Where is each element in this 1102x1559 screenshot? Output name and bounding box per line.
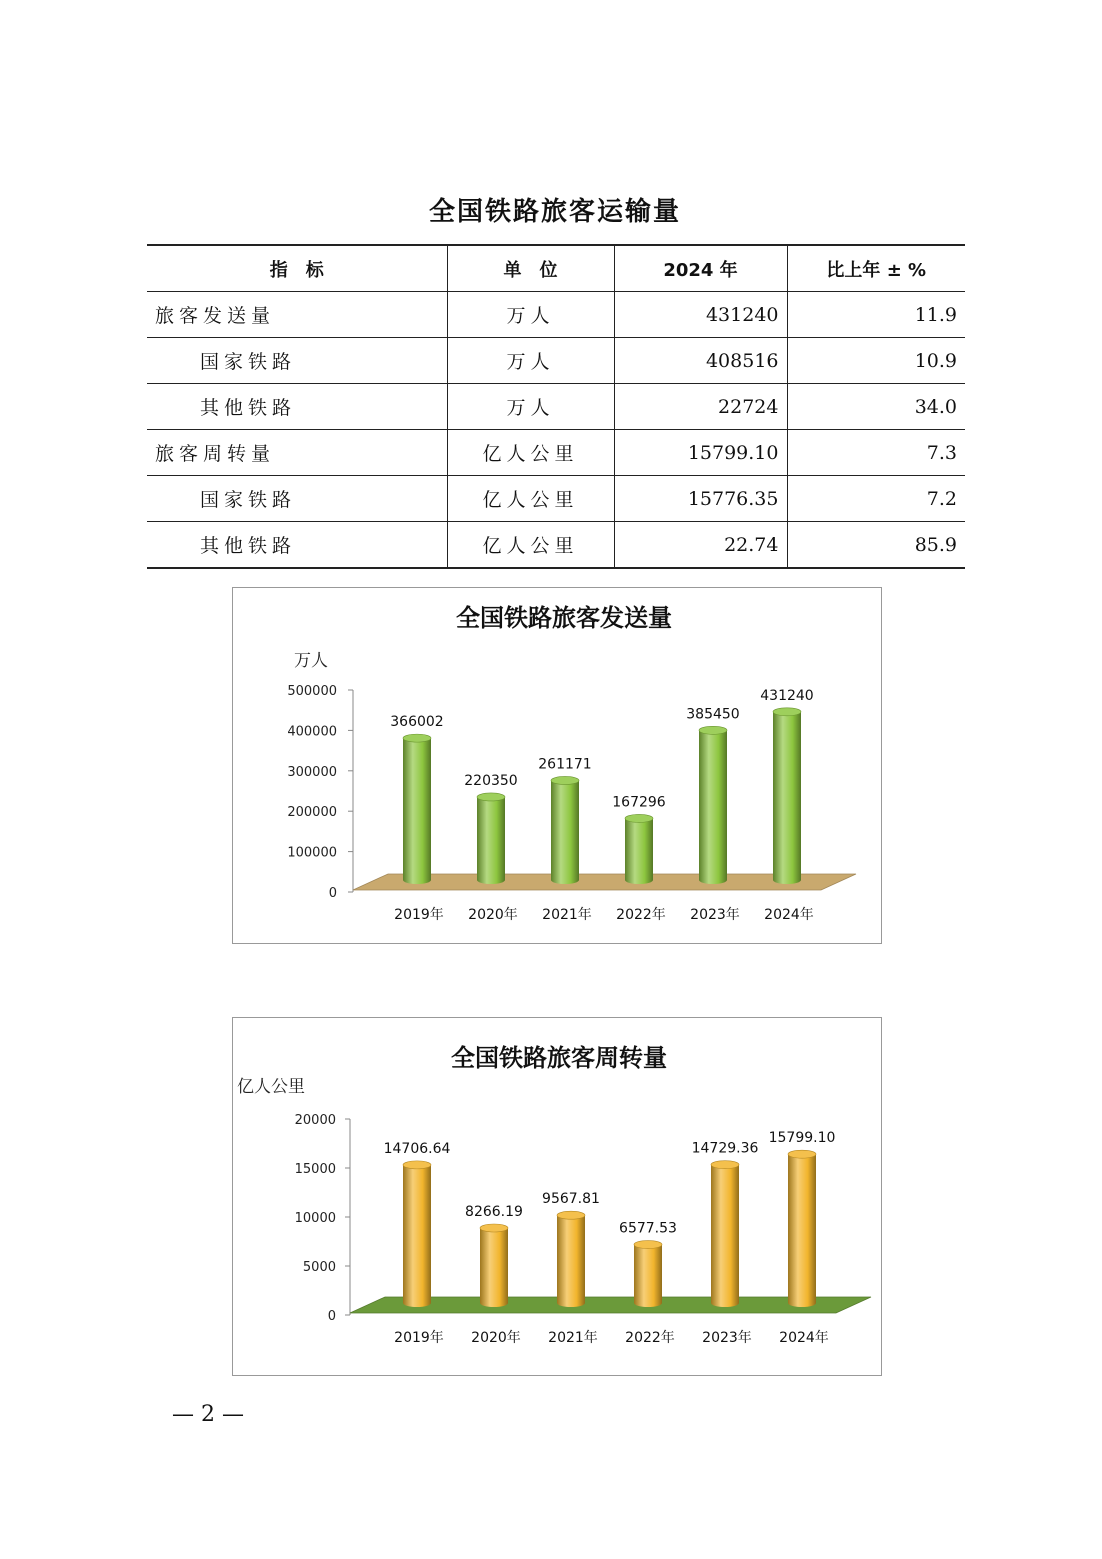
row-indicator: 旅客周转量 [147, 430, 447, 476]
header-change: 比上年 ± % [787, 245, 965, 292]
passenger-turnover-chart [232, 1017, 882, 1376]
bar-value-label: 366002 [390, 714, 444, 731]
document-title: 全国铁路旅客运输量 [428, 197, 681, 227]
y-axis-label: 万人 [294, 651, 328, 671]
table-row [147, 292, 965, 338]
row-indicator: 其他铁路 [147, 384, 447, 430]
row-value: 15776.35 [614, 476, 787, 522]
x-category-label: 2022年 [616, 907, 666, 923]
chart-bar [551, 776, 579, 884]
row-change: 10.9 [787, 338, 965, 384]
y-tick-label: 300000 [287, 764, 337, 780]
row-unit: 亿人公里 [447, 430, 614, 476]
x-category-label: 2022年 [625, 1330, 675, 1346]
header-year: 2024 年 [614, 245, 787, 292]
y-tick-label: 5000 [302, 1260, 336, 1275]
row-unit: 亿人公里 [447, 476, 614, 522]
header-indicator: 指 标 [147, 245, 447, 292]
y-tick-label: 20000 [294, 1113, 336, 1128]
row-value: 408516 [614, 338, 787, 384]
row-indicator: 国家铁路 [147, 476, 447, 522]
chart-bar [788, 1150, 816, 1307]
row-indicator: 旅客发送量 [147, 292, 447, 338]
table-row [147, 338, 965, 384]
row-change: 11.9 [787, 292, 965, 338]
y-tick-label: 0 [328, 886, 337, 901]
bar-value-label: 15799.10 [768, 1130, 836, 1147]
header-unit: 单 位 [447, 245, 614, 292]
row-unit: 万人 [447, 292, 614, 338]
chart-bar [403, 1161, 431, 1307]
bar-value-label: 167296 [612, 794, 666, 811]
y-tick-label: 500000 [287, 684, 337, 699]
table-header-row [147, 245, 965, 292]
y-tick-label: 400000 [287, 724, 337, 740]
row-unit: 亿人公里 [447, 522, 614, 569]
chart-bar [634, 1241, 662, 1307]
row-change: 34.0 [787, 384, 965, 430]
chart-bar [699, 726, 727, 884]
y-tick-label: 200000 [287, 805, 337, 821]
row-unit: 万人 [447, 338, 614, 384]
bar-value-label: 261171 [538, 756, 592, 773]
chart-bar [773, 708, 801, 884]
bar-value-label: 385450 [686, 706, 740, 723]
x-category-label: 2021年 [548, 1330, 598, 1346]
bar-value-label: 14706.64 [383, 1140, 451, 1157]
bar-value-label: 431240 [760, 687, 814, 704]
y-axis-label: 亿人公里 [237, 1077, 305, 1097]
x-category-label: 2020年 [471, 1330, 521, 1346]
bar-value-label: 6577.53 [619, 1220, 677, 1237]
table-row [147, 430, 965, 476]
x-category-label: 2024年 [779, 1330, 829, 1346]
page-number: — 2 — [172, 1402, 244, 1427]
row-value: 15799.10 [614, 430, 787, 476]
chart-bar [403, 734, 431, 884]
x-category-label: 2019年 [394, 1330, 444, 1346]
bar-value-label: 9567.81 [542, 1191, 600, 1208]
passenger-volume-chart [232, 587, 882, 944]
table-row [147, 476, 965, 522]
passenger-transport-table [147, 244, 965, 569]
chart-bar [477, 793, 505, 884]
chart-bar [625, 814, 653, 884]
row-change: 7.2 [787, 476, 965, 522]
row-indicator: 其他铁路 [147, 522, 447, 569]
chart-bar [711, 1161, 739, 1307]
x-category-label: 2019年 [394, 907, 444, 923]
y-tick-label: 100000 [287, 845, 337, 861]
table-row [147, 522, 965, 569]
bar-value-label: 220350 [464, 772, 518, 789]
x-category-label: 2024年 [764, 907, 814, 923]
bar-value-label: 8266.19 [465, 1203, 523, 1220]
chart-bar [557, 1211, 585, 1307]
bar-value-label: 14729.36 [691, 1140, 759, 1157]
x-category-label: 2023年 [690, 907, 740, 923]
row-value: 22724 [614, 384, 787, 430]
x-category-label: 2021年 [542, 907, 592, 923]
y-tick-label: 0 [327, 1309, 336, 1324]
row-change: 7.3 [787, 430, 965, 476]
row-unit: 万人 [447, 384, 614, 430]
x-category-label: 2023年 [702, 1330, 752, 1346]
y-tick-label: 15000 [294, 1162, 336, 1177]
row-value: 431240 [614, 292, 787, 338]
table-row [147, 384, 965, 430]
x-category-label: 2020年 [468, 907, 518, 923]
row-value: 22.74 [614, 522, 787, 569]
chart-title: 全国铁路旅客发送量 [456, 604, 672, 632]
y-tick-label: 10000 [294, 1211, 336, 1226]
row-indicator: 国家铁路 [147, 338, 447, 384]
chart-bar [480, 1224, 508, 1307]
passenger-volume-chart-svg [233, 588, 881, 943]
chart-title: 全国铁路旅客周转量 [451, 1044, 667, 1072]
row-change: 85.9 [787, 522, 965, 569]
passenger-turnover-chart-svg [233, 1018, 881, 1375]
